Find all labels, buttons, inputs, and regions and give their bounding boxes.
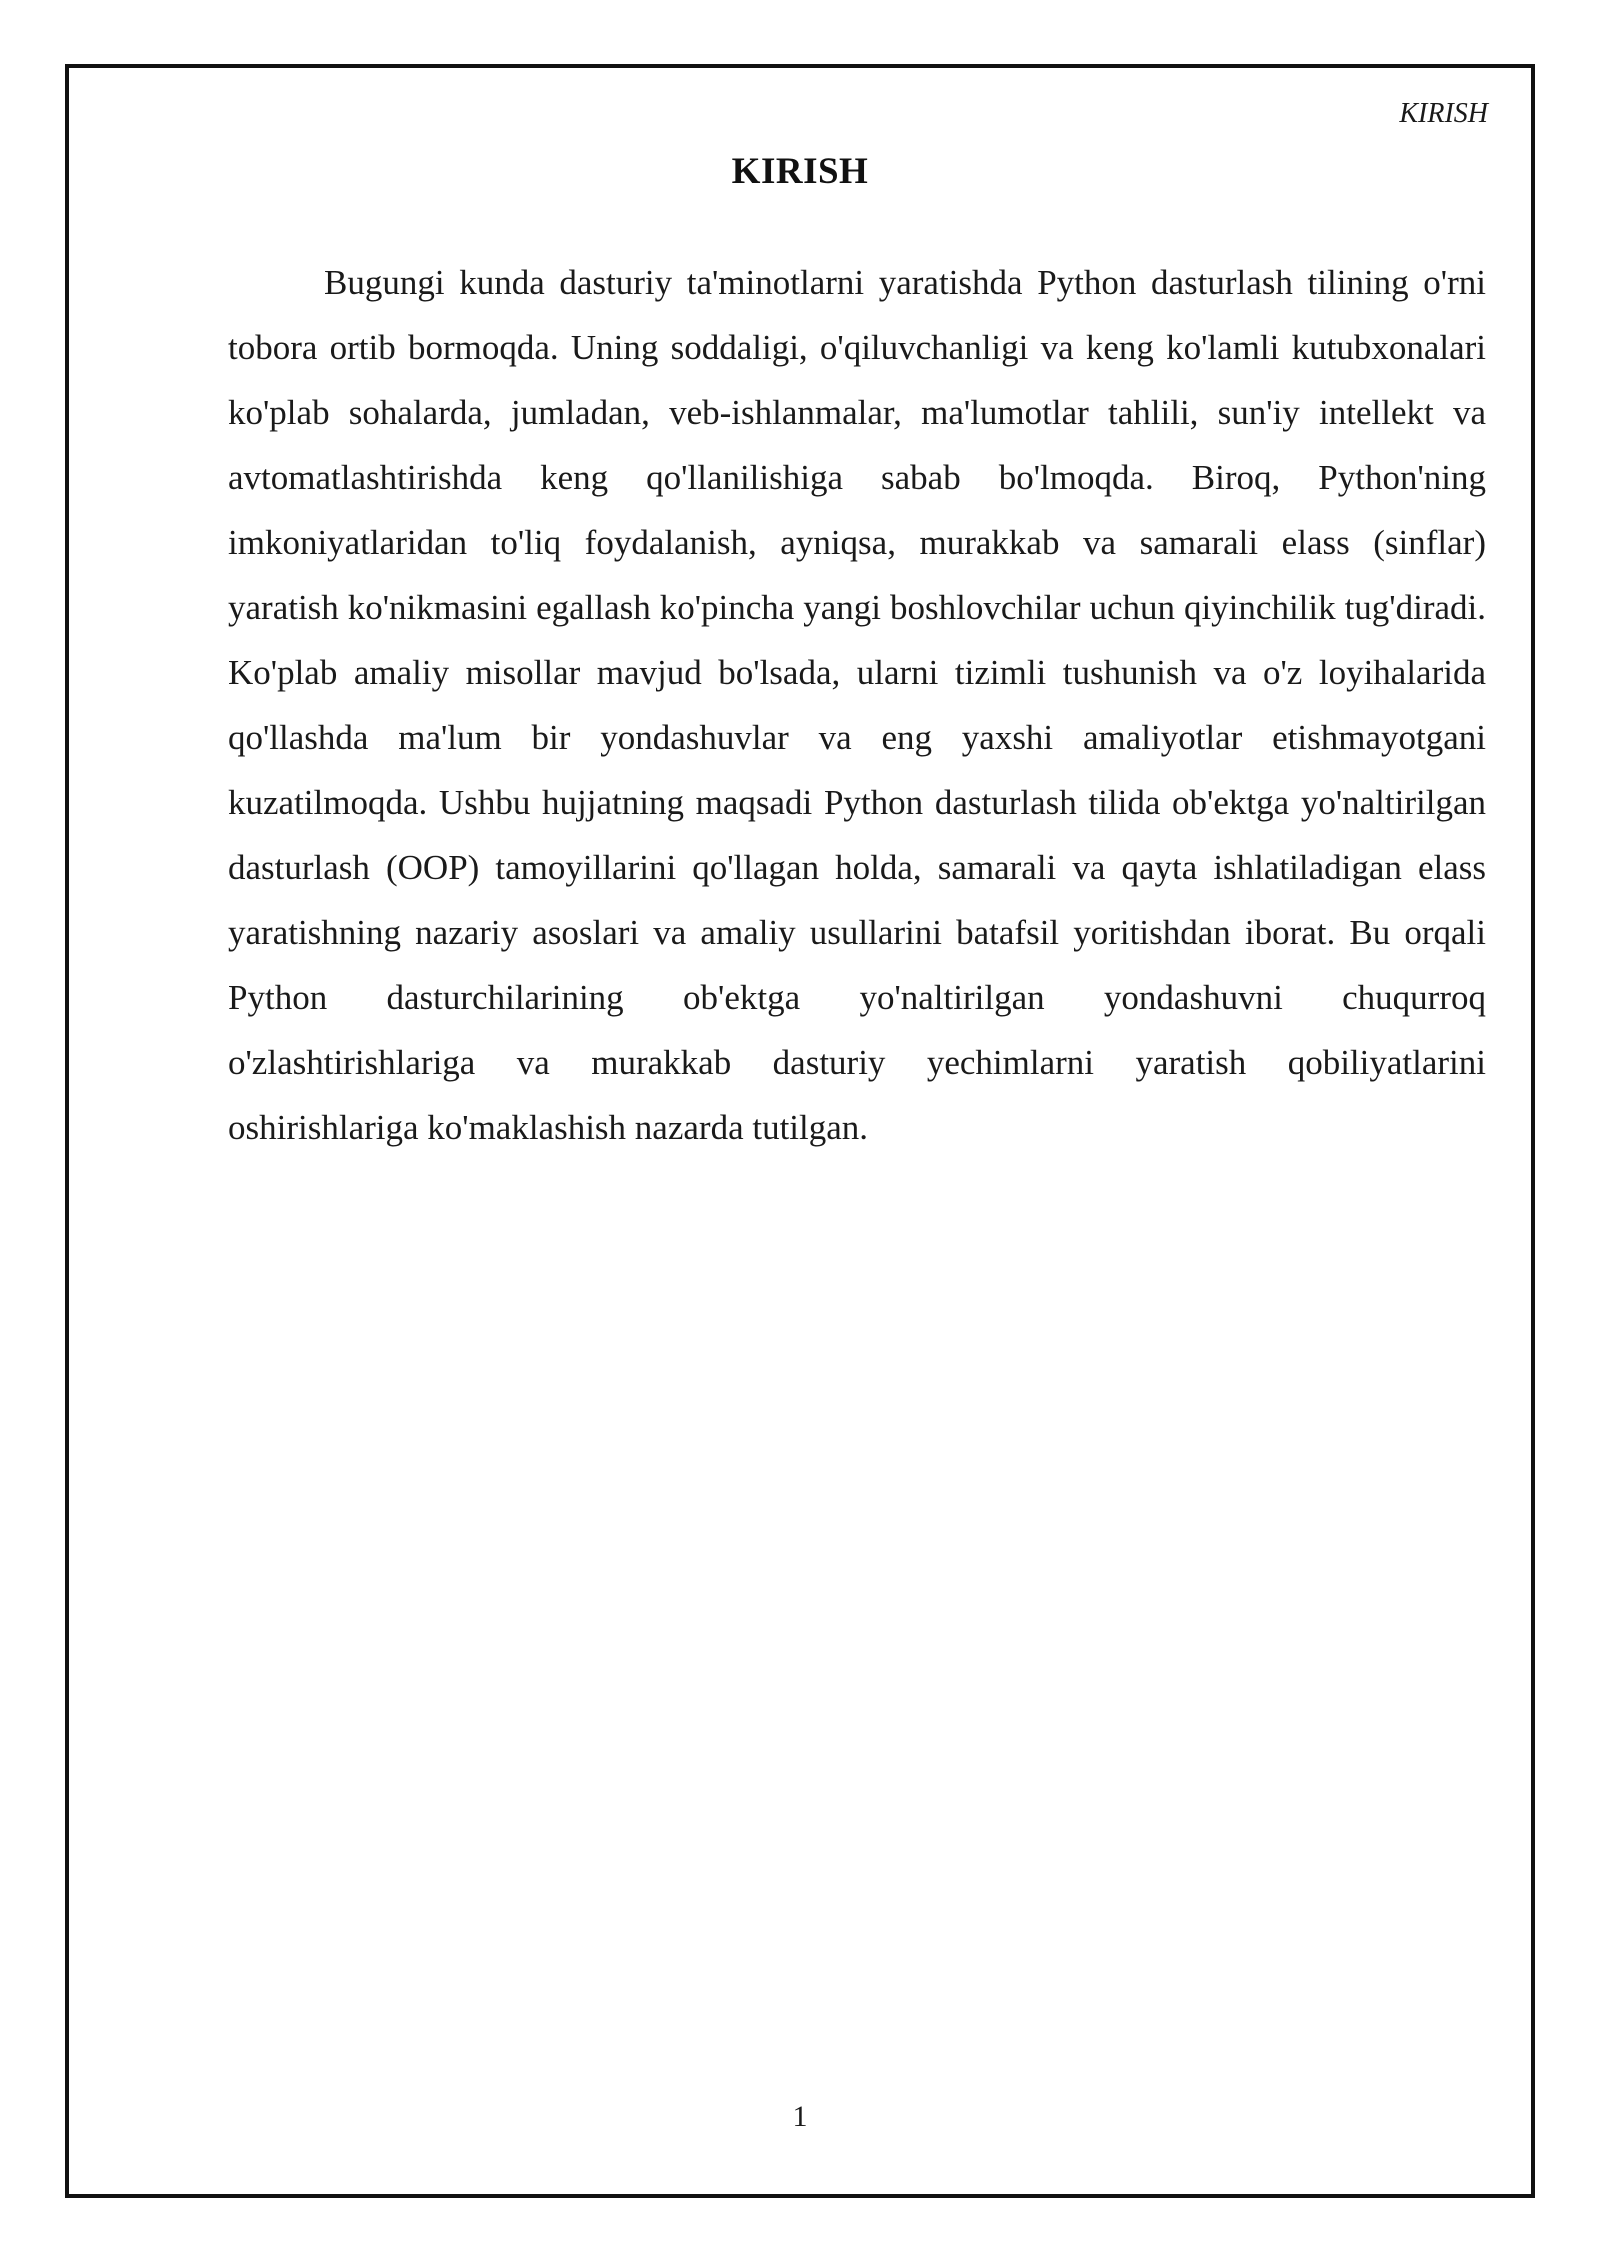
body-paragraph: Bugungi kunda dasturiy ta'minotlarni yaratishda Python dasturlash tilining o'rni tobora ortib bormoqda. Uning soddaligi, o'qiluvchanligi va keng ko'lamli kutubxonalari ko'plab sohalarda, jumladan, veb-ishlanmalar, ma'lumotlar tahlili, sun'iy intellekt va avtomatlashtirishda keng qo'llanilishiga sabab bo'lmoqda. Biroq, Python'ning imkoniyatlaridan to'liq foydalanish, ayniqsa, murakkab va samarali elass (sinflar) yaratish ko'nikmasini egallash ko'pincha yangi boshlovchilar uchun qiyinchilik tug'diradi. Ko'plab amaliy misollar mavjud bo'lsada, ularni tizimli tushunish va o'z loyihalarida qo'llashda ma'lum bir yondashuvlar va eng yaxshi amaliyotlar etishmayotgani kuzatilmoqda. Ushbu hujjatning maqsadi Python dasturlash tilida ob'ektga yo'naltirilgan dasturlash (OOP) tamoyillarini qo'llagan holda, samarali va qayta ishlatiladigan elass yaratishning nazariy asoslari va amaliy usullarini batafsil yoritishdan iborat. Bu orqali Python dasturchilarining ob'ektga yo'naltirilgan yondashuvni chuqurroq o'zlashtirishlariga va murakkab dasturiy yechimlarni yaratish qobiliyatlarini oshirishlariga ko'maklashish nazarda tutilgan.: [228, 263, 1486, 1147]
page-title: KIRISH: [731, 151, 869, 192]
running-header: KIRISH: [1399, 98, 1488, 129]
page-number: 1: [792, 2100, 808, 2133]
